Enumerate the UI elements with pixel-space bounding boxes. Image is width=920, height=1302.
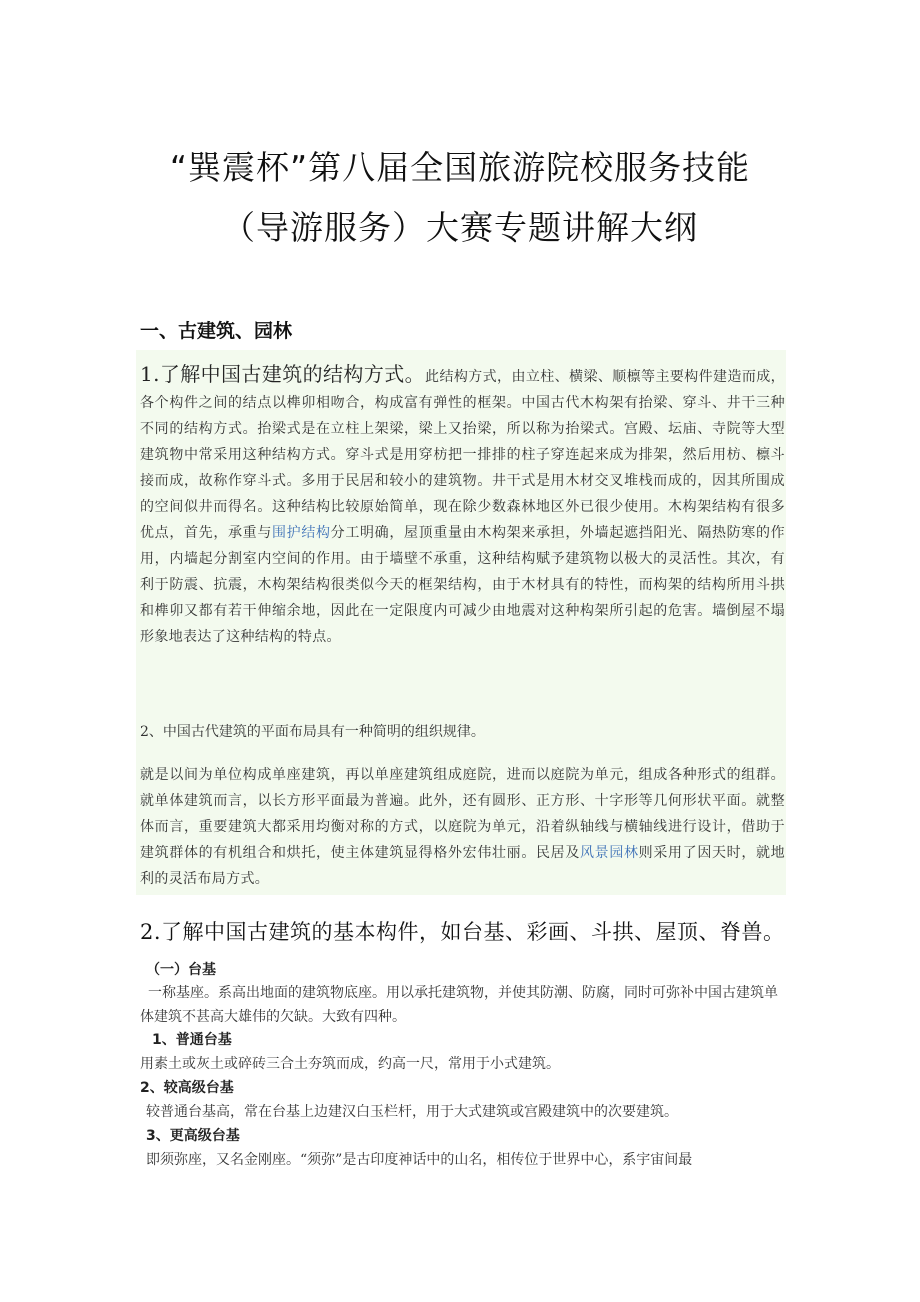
point2-heading: 2、中国古代建筑的平面布局具有一种简明的组织规律。 (140, 724, 485, 740)
point1-paragraph (140, 361, 785, 650)
item3-label: 3、更高级台基 (146, 1128, 240, 1144)
item2-label: 2、较高级台基 (140, 1080, 234, 1096)
point1-lead: 1.了解中国古建筑的结构方式。 (140, 362, 426, 386)
platform-intro: 一称基座。系高出地面的建筑物底座。用以承托建筑物，并使其防潮、防腐，同时可弥补中国古建筑单体建筑不甚高大雄伟的欠缺。大致有四种。 (140, 985, 778, 1025)
link-landscape-garden[interactable]: 风景园林 (579, 845, 639, 861)
section1-heading: 一、古建筑、园林 (140, 320, 293, 342)
item1-body: 用素土或灰土或碎砖三合土夯筑而成，约高一尺，常用于小式建筑。 (140, 1056, 560, 1072)
document-title-line2: （导游服务）大赛专题讲解大纲 (222, 208, 698, 247)
point2-body-a: 就是以间为单位构成单座建筑，再以单座建筑组成庭院，进而以庭院为单元，组成各种形式的组群。就单体建筑而言，以长方形平面最为普遍。此外，还有圆形、正方形、十字形等几何形状平面。就整体而言，重要建筑大都采用均衡对称的方式，以庭院为单元，沿着纵轴线与横轴线进行设计，借助于建筑群体的有机组合和烘托，使主体建筑显得格外宏伟壮丽。民居及 (140, 767, 785, 861)
item1-label: 1、普通台基 (152, 1032, 232, 1048)
point1-body-b: 分工明确，屋顶重量由木构架来承担，外墙起遮挡阳光、隔热防寒的作用，内墙起分割室内空间的作用。由于墙壁不承重，这种结构赋予建筑物以极大的灵活性。其次，有利于防震、抗震，木构架结构很类似今天的框架结构，由于木材具有的特性，而构架的结构所用斗拱和榫卯又都有若干伸缩余地，因此在一定限度内可减少由地震对这种构架所引起的危害。墙倒屋不塌形象地表达了这种结构的特点。 (140, 525, 785, 645)
item3-body: 即须弥座，又名金刚座。“须弥”是古印度神话中的山名，相传位于世界中心，系宇宙间最 (146, 1152, 693, 1168)
section2-heading: 2.了解中国古建筑的基本构件，如台基、彩画、斗拱、屋顶、脊兽。 (140, 920, 785, 944)
document-title-line1: “巽震杯”第八届全国旅游院校服务技能 (169, 148, 751, 187)
sub-heading-platform: （一）台基 (146, 962, 216, 978)
item2-body: 较普通台基高，常在台基上边建汉白玉栏杆，用于大式建筑或宫殿建筑中的次要建筑。 (146, 1104, 678, 1120)
link-enclosure-structure[interactable]: 围护结构 (272, 525, 331, 541)
point1-body-a: 此结构方式，由立柱、横梁、顺檩等主要构件建造而成，各个构件之间的结点以榫卯相吻合，构成富有弹性的框架。中国古代木构架有抬梁、穿斗、井干三种不同的结构方式。抬梁式是在立柱上架梁，梁上又抬梁，所以称为抬梁式。宫殿、坛庙、寺院等大型建筑物中常采用这种结构方式。穿斗式是用穿枋把一排排的柱子穿连起来成为排架，然后用枋、檩斗接而成，故称作穿斗式。多用于民居和较小的建筑物。井干式是用木材交叉堆栈而成的，因其所围成的空间似井而得名。这种结构比较原始简单，现在除少数森林地区外已很少使用。木构架结构有很多优点，首先，承重与 (140, 369, 785, 541)
point2-paragraph (140, 762, 785, 892)
point2-body-b: 则采用了因天时，就地利的灵活布局方式。 (140, 845, 786, 887)
